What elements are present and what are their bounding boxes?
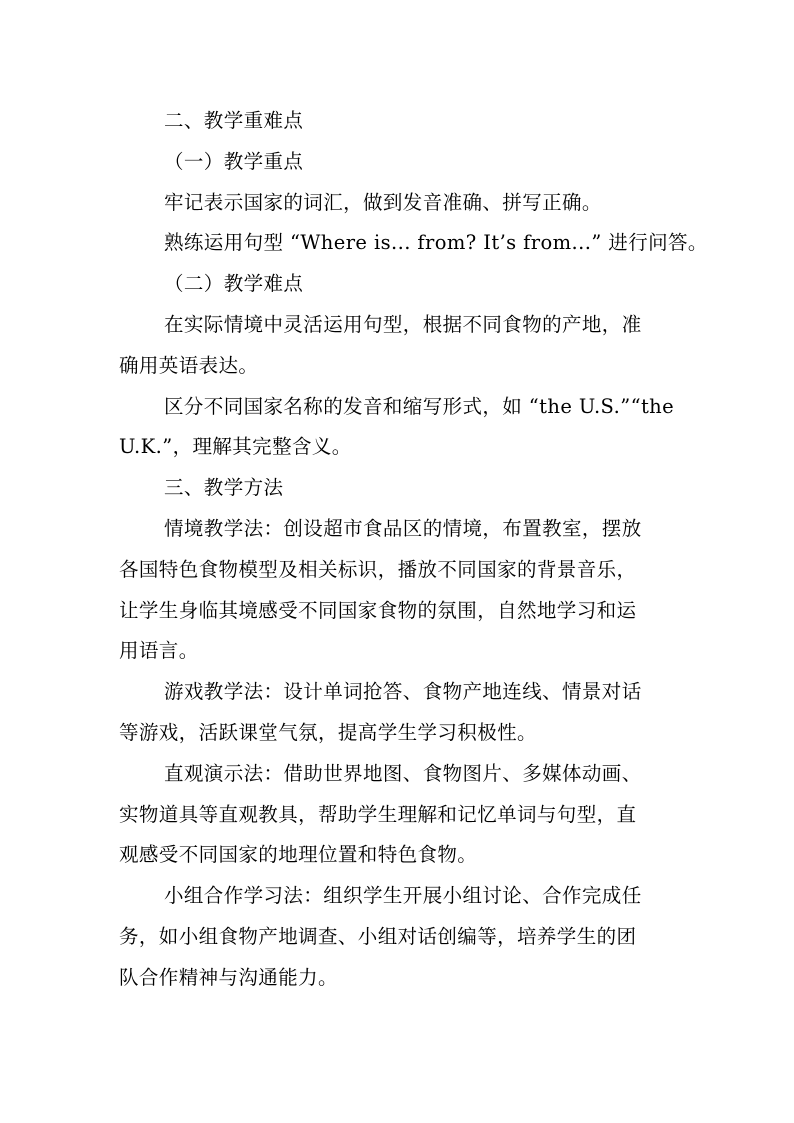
method-situational-line-2: 各国特色食物模型及相关标识，播放不同国家的背景音乐， xyxy=(119,557,637,581)
method-game-line-1: 游戏教学法：设计单词抢答、食物产地连线、情景对话 xyxy=(164,680,642,704)
method-group-work-line-2: 务，如小组食物产地调查、小组对话创编等，培养学生的团 xyxy=(119,924,637,948)
subheading-difficult-points: （二）教学难点 xyxy=(164,272,304,296)
method-game-line-2: 等游戏，活跃课堂气氛，提高学生学习积极性。 xyxy=(119,720,537,744)
difficult-point-context-line-2: 确用英语表达。 xyxy=(119,353,259,377)
method-demonstration-line-1: 直观演示法：借助世界地图、食物图片、多媒体动画、 xyxy=(164,761,642,785)
method-situational-line-3: 让学生身临其境感受不同国家食物的氛围，自然地学习和运 xyxy=(119,598,637,622)
method-situational-line-1: 情境教学法：创设超市食品区的情境，布置教室，摆放 xyxy=(164,516,642,540)
difficult-point-context-line-1: 在实际情境中灵活运用句型，根据不同食物的产地，准 xyxy=(164,312,642,336)
method-group-work-line-1: 小组合作学习法：组织学生开展小组讨论、合作完成任 xyxy=(164,884,642,908)
method-demonstration-line-2: 实物道具等直观教具，帮助学生理解和记忆单词与句型，直 xyxy=(119,802,637,826)
method-situational-line-4: 用语言。 xyxy=(119,639,199,663)
key-point-vocabulary: 牢记表示国家的词汇，做到发音准确、拼写正确。 xyxy=(164,190,602,214)
subheading-key-points: （一）教学重点 xyxy=(164,149,304,173)
key-point-sentence-pattern: 熟练运用句型 “Where is... from? It’s from...” 进行问答。 xyxy=(164,231,708,255)
method-group-work-line-3: 队合作精神与沟通能力。 xyxy=(119,965,338,989)
difficult-point-abbreviation-line-2: U.K.”，理解其完整含义。 xyxy=(119,435,352,459)
section-heading-teaching-methods: 三、教学方法 xyxy=(164,476,284,500)
section-heading-key-difficult-points: 二、教学重难点 xyxy=(164,109,304,132)
difficult-point-abbreviation-line-1: 区分不同国家名称的发音和缩写形式，如 “the U.S.”“the xyxy=(164,394,675,418)
document-body xyxy=(119,101,708,999)
method-demonstration-line-3: 观感受不同国家的地理位置和特色食物。 xyxy=(119,843,478,867)
